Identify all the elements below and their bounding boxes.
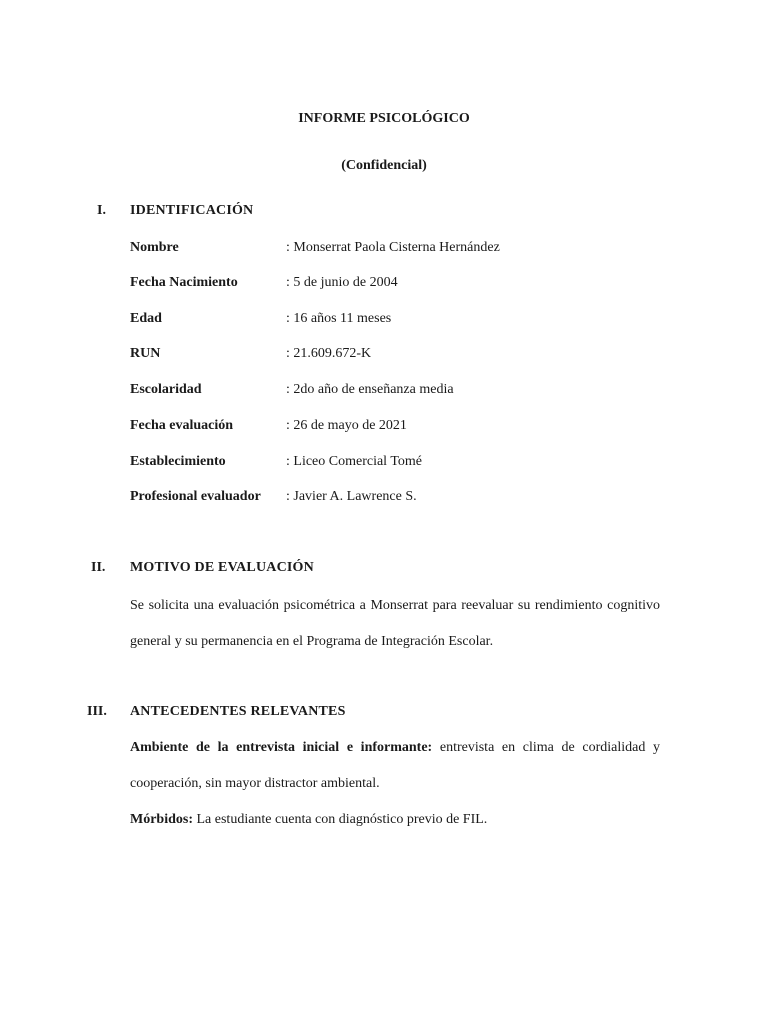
ambiente-label: Ambiente de la entrevista inicial e informante: [130,740,433,755]
field-label-nombre: Nombre [130,240,179,255]
section-3-number: III. [87,704,107,719]
section-2-number: II. [91,560,106,575]
field-label-establecimiento: Establecimiento [130,454,226,469]
section-2-paragraph: Se solicita una evaluación psicométrica a Monserrat para reevaluar su rendimiento cognitivo general y su permanencia en el Programa de Integración Escolar. [130,598,660,649]
field-value-edad: : 16 años 11 meses [286,311,392,326]
field-value-fecha-evaluacion: : 26 de mayo de 2021 [286,418,407,433]
field-label-fecha-nacimiento: Fecha Nacimiento [130,275,238,290]
field-value-profesional-evaluador: : Javier A. Lawrence S. [286,489,417,504]
document-subtitle: (Confidencial) [341,158,427,173]
field-label-profesional-evaluador: Profesional evaluador [130,489,261,504]
section-3-paragraph-ambiente [130,730,660,802]
field-label-edad: Edad [130,311,162,326]
ambiente-text: entrevista en clima de cordialidad y cooperación, sin mayor distractor ambiental. [130,740,660,791]
field-value-fecha-nacimiento: : 5 de junio de 2004 [286,275,398,290]
field-value-establecimiento: : Liceo Comercial Tomé [286,454,422,469]
field-value-escolaridad: : 2do año de enseñanza media [286,382,454,397]
field-label-run: RUN [130,346,161,361]
morbidos-label: Mórbidos: [130,812,193,827]
section-2-title: MOTIVO DE EVALUACIÓN [130,560,314,575]
field-label-fecha-evaluacion: Fecha evaluación [130,418,234,433]
document-title: INFORME PSICOLÓGICO [298,111,470,126]
morbidos-text: La estudiante cuenta con diagnóstico previo de FIL. [193,812,488,827]
field-value-nombre: : Monserrat Paola Cisterna Hernández [286,240,500,255]
field-label-escolaridad: Escolaridad [130,382,202,397]
section-3-title: ANTECEDENTES RELEVANTES [130,704,346,719]
section-1-number: I. [97,203,106,218]
field-value-run: : 21.609.672-K [286,346,372,361]
section-3-paragraph-morbidos [130,802,660,838]
section-1-title: IDENTIFICACIÓN [130,203,254,218]
